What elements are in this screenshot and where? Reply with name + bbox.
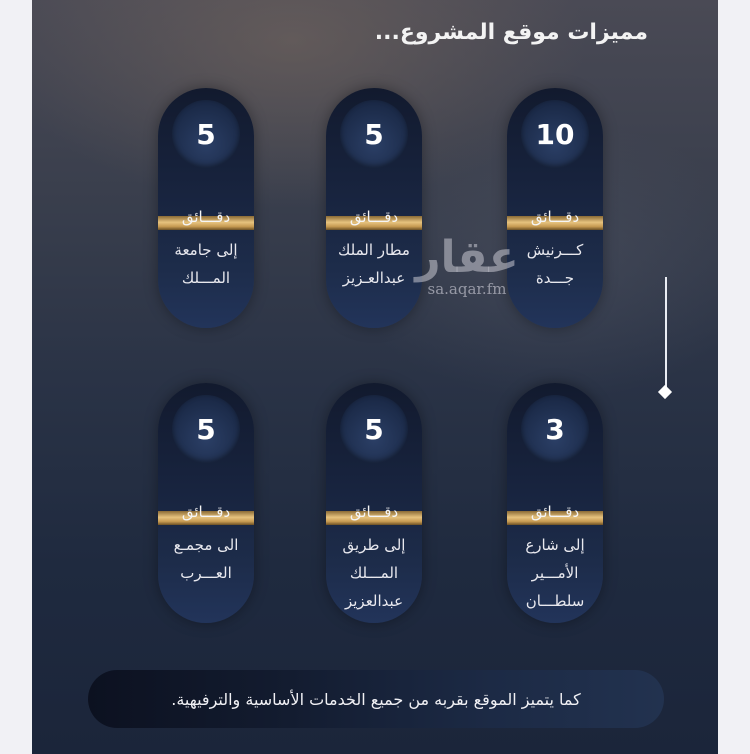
destination-line: المـــلك [181, 269, 231, 287]
destination-line: كـــرنيش [526, 241, 584, 259]
destination-text [515, 531, 595, 615]
minutes-value: 5 [172, 395, 240, 463]
feature-card-prince-sultan-street [507, 383, 603, 623]
minutes-value: 10 [521, 100, 589, 168]
feature-card-mall-of-arabia [158, 383, 254, 623]
destination-line: جـــدة [535, 269, 575, 287]
destination-line: الى مجمـع [173, 536, 239, 554]
destination-line: مطار الملك [338, 241, 410, 259]
destination-line: المـــلك [349, 564, 399, 582]
minutes-value: 5 [172, 100, 240, 168]
project-features-poster [32, 0, 718, 754]
footer-note [88, 670, 664, 728]
destination-line: إلى شارع [525, 536, 585, 554]
watermark-logo-text: عقار [415, 232, 519, 283]
feature-card-jeddah-corniche [507, 88, 603, 328]
destination-line: إلى طريق [342, 536, 406, 554]
destination-text [166, 236, 246, 292]
destination-text [334, 531, 414, 615]
footer-text: كما يتميز الموقع بقربه من جميع الخدمات الأساسية والترفيهية. [171, 689, 581, 709]
destination-line: الأمـــير [531, 564, 579, 582]
feature-card-king-university [158, 88, 254, 328]
destination-line: سلطـــان [525, 592, 585, 610]
minutes-label: دقـــائق [530, 208, 580, 226]
destination-line: إلى جامعة [174, 241, 238, 259]
minutes-value: 5 [340, 100, 408, 168]
watermark-url: sa.aqar.fm [427, 280, 507, 298]
minutes-label: دقـــائق [530, 503, 580, 521]
minutes-label: دقـــائق [349, 503, 399, 521]
feature-card-king-abdulaziz-airport [326, 88, 422, 328]
feature-card-king-abdulaziz-road [326, 383, 422, 623]
page-title: مميزات موقع المشروع... [374, 20, 648, 45]
minutes-value: 3 [521, 395, 589, 463]
minutes-value: 5 [340, 395, 408, 463]
minutes-label: دقـــائق [181, 503, 231, 521]
destination-text [166, 531, 246, 587]
destination-line: العـــرب [180, 564, 232, 582]
destination-text [515, 236, 595, 292]
indicator-line [665, 277, 667, 389]
diamond-indicator-icon [658, 385, 672, 399]
destination-line: عبدالعزيز [344, 592, 404, 610]
minutes-label: دقـــائق [181, 208, 231, 226]
minutes-label: دقـــائق [349, 208, 399, 226]
destination-text [334, 236, 414, 292]
destination-line: عبدالعـزيز [342, 269, 406, 287]
